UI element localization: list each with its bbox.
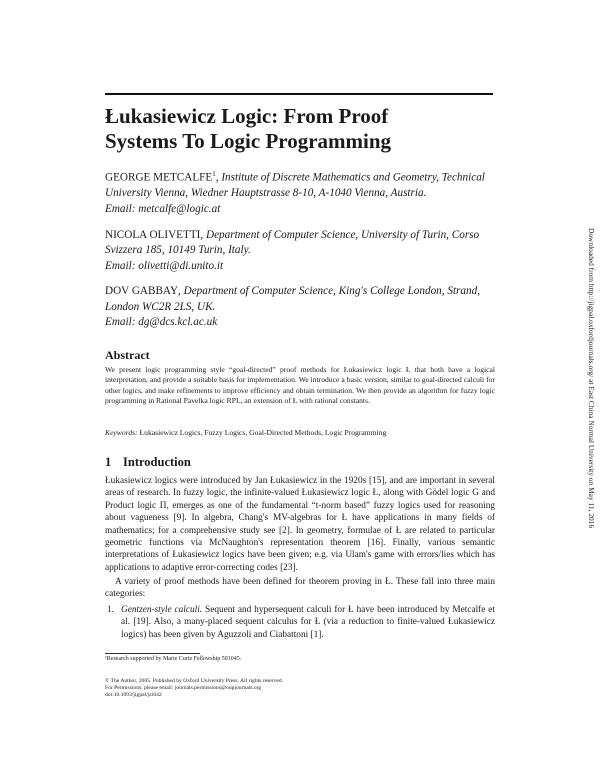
intro-paragraph-2: A variety of proof methods have been defined for theorem proving in Ł. These fall into three main categories: bbox=[105, 577, 495, 600]
title-line-1: Łukasiewicz Logic: From Proof bbox=[105, 104, 389, 128]
intro-paragraph: Łukasiewicz logics were introduced by Jan Łukasiewicz in the 1920s [15], and are important in several areas of research. In fuzzy logic, the infinite-valued Łukasiewicz logic Ł, along with Gödel logic G and Product logic Π, emerges as one of the fundamental “t-norm based” fuzzy logics used for reasoning about vagueness [9]. In algebra, Chang's MV-algebras for Ł have applications in many fields of mathematics; for a comprehensive study see [2]. In geometry, formulae of Ł are related to particular geometric functions via McNaughton's representation theorem [16]. Finally, various semantic interpretations of Łukasiewicz logics have been given; e.g. via Ulam's game with errors/lies which has applications to adaptive error-correcting codes [23]. bbox=[105, 476, 495, 573]
download-sidebar bbox=[588, 228, 596, 528]
author-block bbox=[105, 167, 497, 341]
section-title: Introduction bbox=[123, 455, 191, 469]
abstract-text: We present logic programming style “goal-directed” proof methods for Łukasiewicz logic Ł that both have a logical interpretation, and provide a suitable basis for implementation. We introduce a basic version, similar to goal-directed calculi for other logics, and make refinements to improve efficiency and obtain termination. We then provide an algorithm for fuzzy logic programming in Rational Pavelka logic RPL, an extension of Ł with rational constants. bbox=[105, 365, 495, 405]
keywords bbox=[105, 428, 495, 437]
section-heading bbox=[105, 455, 191, 470]
title-rule bbox=[105, 93, 493, 95]
list-item bbox=[105, 604, 495, 641]
list-item-label: Gentzen-style calculi. bbox=[121, 605, 203, 615]
section-number: 1 bbox=[105, 455, 112, 469]
author-entry bbox=[105, 284, 497, 331]
list-item-number: 1. bbox=[107, 605, 114, 615]
title-line-2: Systems To Logic Programming bbox=[105, 129, 392, 153]
permissions-line: For Permissions, please email: journals.permissions@oupjournals.org bbox=[105, 685, 262, 691]
copyright-line: © The Author, 2005. Published by Oxford University Press. All rights reserved. bbox=[105, 678, 284, 684]
author-name: GEORGE METCALFE bbox=[105, 171, 213, 184]
paper-title bbox=[105, 104, 505, 154]
download-note: Downloaded from http://jigpal.oxfordjournals.org/ at East China Normal University on May 11, 2016 bbox=[587, 228, 596, 529]
author-affiliation: , Institute of Discrete Mathematics and Geometry, Technical University Vienna, Wiedner Hauptstrasse 8-10, A-1040 Vienna, Austria. bbox=[105, 171, 485, 200]
author-entry bbox=[105, 167, 497, 218]
keywords-text: Łukasiewicz Logics, Fuzzy Logics, Goal-Directed Methods, Logic Programming bbox=[137, 428, 387, 437]
author-email: Email: olivetti@di.unito.it bbox=[105, 259, 224, 272]
copyright-block bbox=[105, 678, 405, 699]
list-item-text: Sequent and hypersequent calculi for Ł have been introduced by Metcalfe et al. [19]. Also, a many-placed sequent calculus for Ł (via a reduction to finite-valued Łukasiewicz logics) has been given by Aguzzoli and Ciabattoni [1]. bbox=[121, 605, 496, 640]
author-email: Email: dg@dcs.kcl.ac.uk bbox=[105, 316, 218, 329]
author-entry bbox=[105, 228, 497, 275]
footnote-mark: 1 bbox=[212, 170, 216, 178]
author-name: NICOLA OLIVETTI bbox=[105, 228, 201, 241]
author-affiliation: , Department of Computer Science, University of Turin, Corso Svizzera 185, 10149 Turin, Italy. bbox=[105, 228, 480, 257]
keywords-label: Keywords: bbox=[105, 428, 138, 437]
author-affiliation: , Department of Computer Science, King's College London, Strand, London WC2R 2LS, UK. bbox=[105, 285, 480, 313]
abstract-heading: Abstract bbox=[105, 348, 150, 362]
footnote-rule bbox=[105, 653, 200, 654]
doi-line: doi:10.1093/jigpal/jzi042 bbox=[105, 692, 162, 698]
footnote: ¹Research supported by Marie Curie Fellowship 501045. bbox=[105, 656, 242, 662]
author-name: DOV GABBAY bbox=[105, 285, 179, 298]
author-email: Email: metcalfe@logic.at bbox=[105, 202, 221, 215]
